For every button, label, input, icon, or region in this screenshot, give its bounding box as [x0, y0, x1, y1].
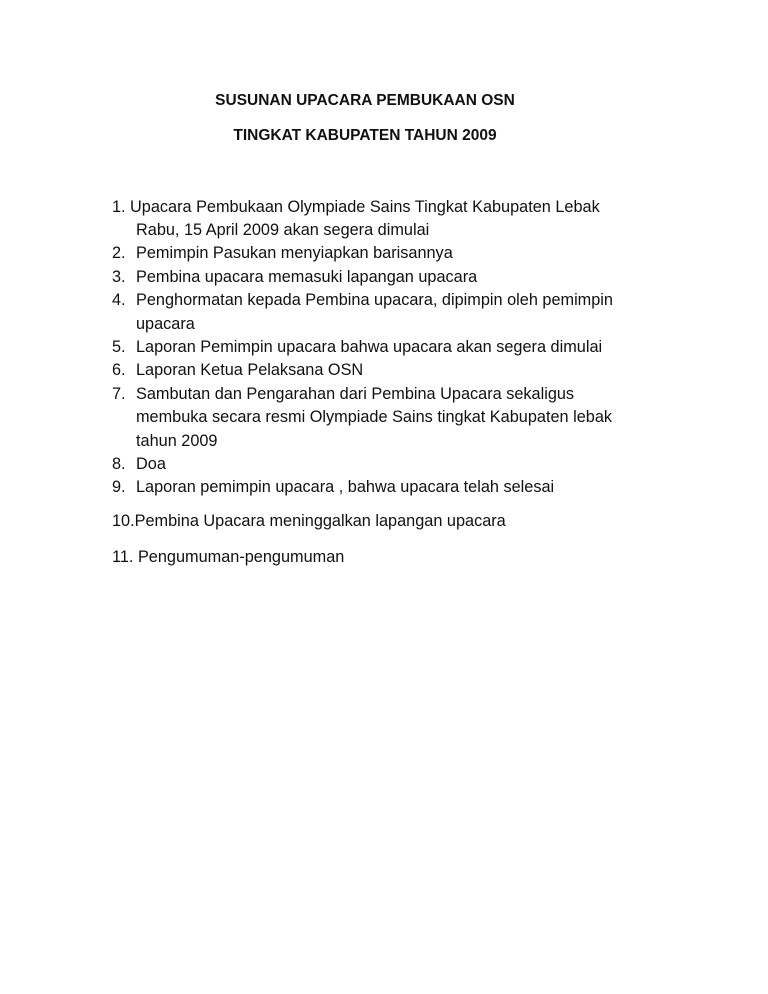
list-item: Pemimpin Pasukan menyiapkan barisannya [136, 244, 453, 262]
list-item: Laporan pemimpin upacara , bahwa upacara telah selesai [136, 478, 555, 496]
list-number: 1. [112, 198, 126, 216]
document-subtitle: TINGKAT KABUPATEN TAHUN 2009 [233, 127, 497, 144]
list-number: 6. [112, 361, 126, 379]
list-item: Penghormatan kepada Pembina upacara, dipimpin oleh pemimpin [136, 291, 613, 309]
list-item: Doa [136, 455, 166, 473]
list-number: 8. [112, 455, 126, 473]
list-item: 10.Pembina Upacara meninggalkan lapangan upacara [112, 512, 506, 530]
list-item: Laporan Ketua Pelaksana OSN [136, 361, 364, 379]
list-number: 4. [112, 291, 126, 309]
list-item: Pembina upacara memasuki lapangan upacara [136, 268, 478, 286]
list-number: 2. [112, 244, 126, 262]
document-title: SUSUNAN UPACARA PEMBUKAAN OSN [215, 92, 515, 109]
list-item-continuation: upacara [136, 315, 195, 333]
list-item: 11. Pengumuman-pengumuman [112, 548, 345, 566]
list-item: Sambutan dan Pengarahan dari Pembina Upacara sekaligus [136, 385, 575, 403]
list-number: 9. [112, 478, 126, 496]
list-item-continuation: Rabu, 15 April 2009 akan segera dimulai [136, 221, 430, 239]
list-number: 5. [112, 338, 126, 356]
list-number: 7. [112, 385, 126, 403]
list-item: Laporan Pemimpin upacara bahwa upacara akan segera dimulai [136, 338, 603, 356]
list-item: Upacara Pembukaan Olympiade Sains Tingkat Kabupaten Lebak [130, 198, 600, 216]
list-number: 3. [112, 268, 126, 286]
list-item-continuation: tahun 2009 [136, 432, 218, 450]
list-item-continuation: membuka secara resmi Olympiade Sains tingkat Kabupaten lebak [136, 408, 613, 426]
